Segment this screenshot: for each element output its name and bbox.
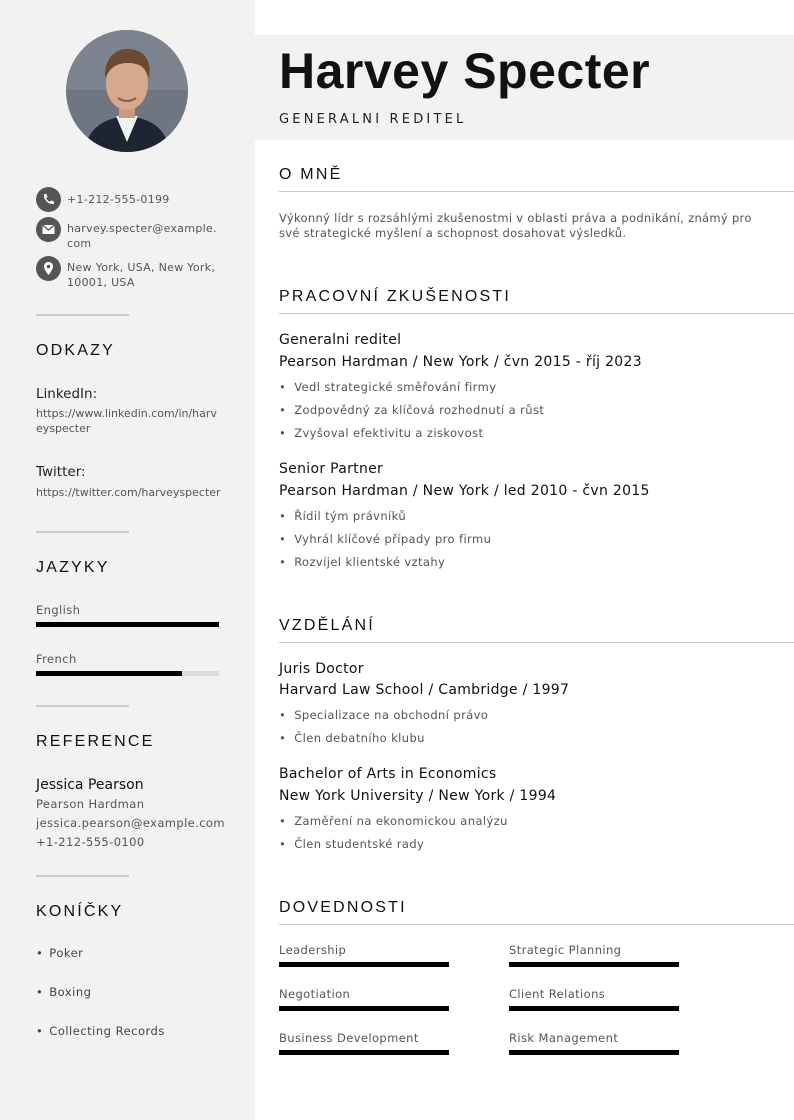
hobby-item: • Collecting Records <box>36 1024 165 1038</box>
education-bullet: • Specializace na obchodní právo <box>279 708 488 722</box>
links-heading: ODKAZY <box>36 342 115 359</box>
reference-phone: +1-212-555-0100 <box>36 835 145 849</box>
skill-bar <box>279 1050 449 1055</box>
language-bar-french <box>36 671 219 676</box>
language-label-french: French <box>36 652 77 666</box>
skill-label: Negotiation <box>279 987 351 1001</box>
email-text: harvey.specter@example.com <box>67 222 217 250</box>
education-bullet: • Zaměření na ekonomickou analýzu <box>279 814 508 828</box>
experience-subtitle: Pearson Hardman / New York / čvn 2015 - říj 2023 <box>279 354 642 370</box>
skill-fill <box>279 1050 449 1055</box>
reference-heading: REFERENCE <box>36 733 155 750</box>
about-heading: O MNĚ <box>279 166 343 183</box>
skill-bar <box>509 1006 679 1011</box>
skill-bar <box>509 1050 679 1055</box>
reference-name: Jessica Pearson <box>36 777 144 793</box>
skill-fill <box>509 1050 679 1055</box>
language-fill <box>36 671 182 676</box>
contact-phone <box>36 187 219 212</box>
experience-title: Senior Partner <box>279 461 384 477</box>
education-subtitle: New York University / New York / 1994 <box>279 788 557 804</box>
sidebar-divider <box>36 314 129 316</box>
profile-photo <box>66 30 188 152</box>
twitter-link[interactable]: https://twitter.com/harveyspecter <box>36 486 221 499</box>
section-rule <box>279 191 794 192</box>
skill-fill <box>279 1006 449 1011</box>
experience-bullet: • Vyhrál klíčové případy pro firmu <box>279 532 491 546</box>
section-rule <box>279 642 794 643</box>
experience-bullet: • Vedl strategické směřování firmy <box>279 380 496 394</box>
language-bar-english <box>36 622 219 627</box>
mail-icon <box>36 217 61 242</box>
phone-icon <box>36 187 61 212</box>
skill-label: Strategic Planning <box>509 943 622 957</box>
skill-fill <box>509 962 679 967</box>
contact-address <box>36 256 219 290</box>
section-rule <box>279 313 794 314</box>
experience-heading: PRACOVNÍ ZKUŠENOSTI <box>279 288 512 305</box>
skill-bar <box>279 962 449 967</box>
skill-label: Risk Management <box>509 1031 619 1045</box>
skill-label: Business Development <box>279 1031 419 1045</box>
education-subtitle: Harvard Law School / Cambridge / 1997 <box>279 682 570 698</box>
education-bullet: • Člen studentské rady <box>279 837 424 851</box>
hobbies-heading: KONÍČKY <box>36 903 124 920</box>
hobby-item: • Boxing <box>36 985 91 999</box>
experience-bullet: • Řídil tým právníků <box>279 509 406 523</box>
sidebar-divider <box>36 531 129 533</box>
language-fill <box>36 622 219 627</box>
experience-bullet: • Zvyšoval efektivitu a ziskovost <box>279 426 483 440</box>
education-heading: VZDĚLÁNÍ <box>279 617 375 634</box>
linkedin-label: LinkedIn: <box>36 386 98 402</box>
contact-email <box>36 217 219 251</box>
education-title: Juris Doctor <box>279 661 364 677</box>
about-text: Výkonný lídr s rozsáhlými zkušenostmi v oblasti práva a podnikání, známý pro své strategické myšlení a schopnost dosahovat výsledků. <box>279 211 752 240</box>
skill-fill <box>279 962 449 967</box>
location-pin-icon <box>36 256 61 281</box>
languages-heading: JAZYKY <box>36 559 110 576</box>
sidebar-divider <box>36 875 129 877</box>
address-text: New York, USA, New York, 10001, USA <box>67 261 216 289</box>
experience-title: Generalni reditel <box>279 332 402 348</box>
language-label-english: English <box>36 603 81 617</box>
reference-company: Pearson Hardman <box>36 797 145 811</box>
phone-text: +1-212-555-0199 <box>67 193 170 206</box>
twitter-label: Twitter: <box>36 464 86 480</box>
sidebar-divider <box>36 705 129 707</box>
skill-bar <box>279 1006 449 1011</box>
linkedin-link[interactable]: https://www.linkedin.com/in/harveyspecter <box>36 407 217 435</box>
skill-label: Leadership <box>279 943 347 957</box>
experience-bullet: • Rozvíjel klientské vztahy <box>279 555 445 569</box>
education-bullet: • Člen debatního klubu <box>279 731 425 745</box>
hobby-item: • Poker <box>36 946 83 960</box>
skill-fill <box>509 1006 679 1011</box>
section-rule <box>279 924 794 925</box>
skill-bar <box>509 962 679 967</box>
reference-email: jessica.pearson@example.com <box>36 816 225 830</box>
experience-bullet: • Zodpovědný za klíčová rozhodnutí a růst <box>279 403 544 417</box>
person-name: Harvey Specter <box>279 43 651 99</box>
skills-heading: DOVEDNOSTI <box>279 899 407 916</box>
job-title: GENERALNI REDITEL <box>279 112 467 127</box>
avatar <box>66 30 188 152</box>
skill-label: Client Relations <box>509 987 606 1001</box>
education-title: Bachelor of Arts in Economics <box>279 766 497 782</box>
experience-subtitle: Pearson Hardman / New York / led 2010 - čvn 2015 <box>279 483 650 499</box>
